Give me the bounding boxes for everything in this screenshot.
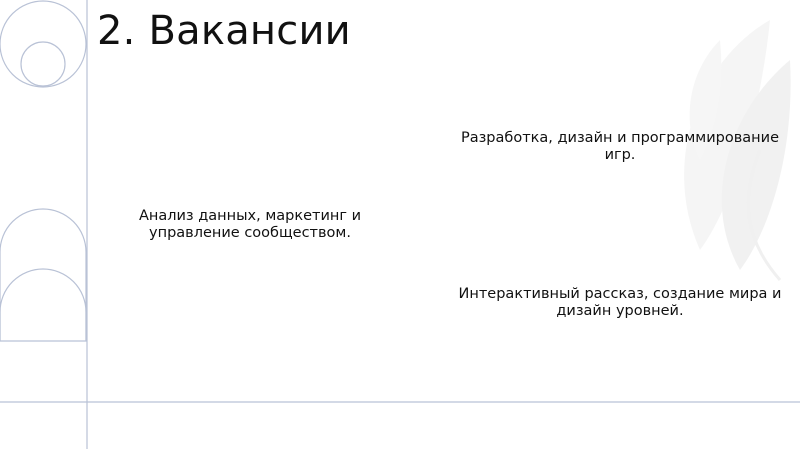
- vacancy-game-development: Разработка, дизайн и программирование игр.: [460, 130, 780, 163]
- slide-title: 2. Вакансии: [97, 8, 351, 54]
- vacancy-analytics-marketing: Анализ данных, маркетинг и управление сообществом.: [138, 208, 362, 241]
- vacancy-narrative-level-design: Интерактивный рассказ, создание мира и дизайн уровней.: [458, 286, 782, 319]
